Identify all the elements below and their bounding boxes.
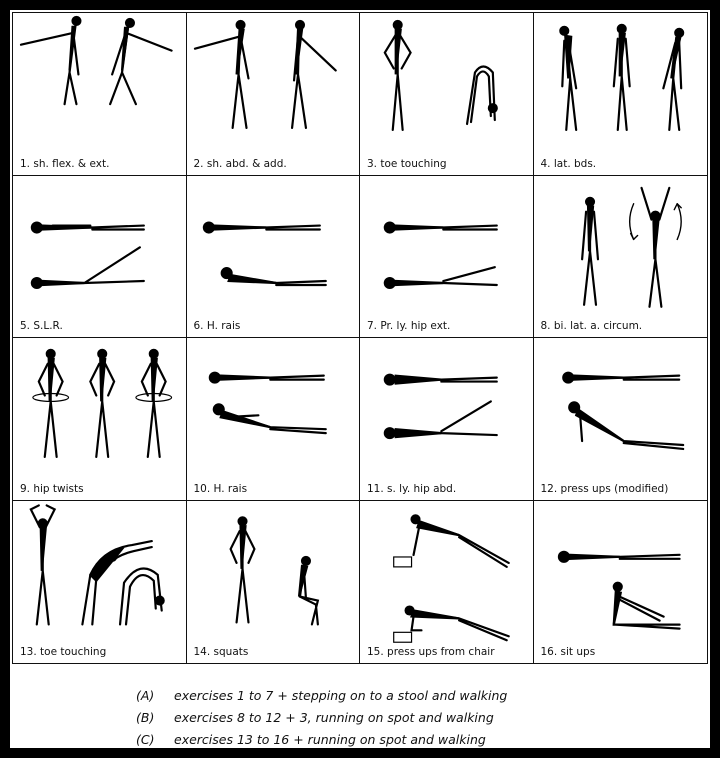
exercise-label: 11. s. ly. hip abd. (367, 482, 457, 495)
exercise-cell-9 (13, 338, 187, 501)
exercise-illustration-3 (360, 13, 533, 175)
note-letter: (C) (136, 732, 155, 747)
exercise-cell-11 (360, 338, 534, 501)
exercise-illustration-9 (13, 338, 186, 500)
exercise-label: 14. squats (193, 646, 249, 658)
exercise-cell-12 (534, 338, 708, 501)
exercise-label: 16. sit ups (540, 646, 596, 658)
stick-figure (110, 19, 171, 104)
exercise-illustration-6 (187, 176, 360, 338)
exercise-cell-15 (360, 501, 534, 664)
stick-figure (560, 27, 576, 130)
note-text: exercises 1 to 7 + stepping on to a stool and walking (174, 688, 508, 703)
exercise-cell-8 (534, 176, 708, 339)
prone-figure (563, 373, 679, 383)
side-lying-figure-leg-abducted (385, 401, 497, 438)
exercise-illustration-12 (534, 338, 708, 500)
stick-figure-arms-up (629, 187, 681, 306)
side-lying-figure (385, 375, 497, 385)
exercise-illustration-4 (534, 13, 708, 175)
stick-figure-toe-touch (120, 568, 164, 624)
exercise-label: 6. H. rais (193, 320, 241, 332)
exercise-cell-6 (187, 176, 361, 339)
exercise-label: 12. press ups (modified) (540, 482, 669, 495)
exercise-sheet (10, 10, 710, 748)
lying-figure-head-raised (221, 268, 325, 285)
stick-figure-bent (467, 67, 497, 124)
exercise-cell-13 (13, 501, 187, 664)
lying-figure (209, 373, 323, 383)
stick-figure (21, 17, 80, 104)
exercise-illustration-15 (360, 501, 533, 664)
exercise-label: 15. press ups from chair (367, 646, 495, 658)
exercise-illustration-14 (187, 501, 360, 664)
exercise-illustration-10 (187, 338, 360, 500)
stick-figure (582, 197, 598, 304)
lying-figure-leg-extended (385, 267, 497, 288)
stick-figure (230, 517, 254, 622)
lying-figure-leg-raised (32, 247, 144, 288)
lying-figure-head-raised (213, 404, 325, 433)
stick-figure-squat (299, 556, 318, 623)
exercise-label: 1. sh. flex. & ext. (20, 157, 110, 170)
exercise-cell-7 (360, 176, 534, 339)
exercise-label: 2. sh. abd. & add. (193, 157, 287, 170)
stick-figure (613, 25, 629, 130)
stick-figure (292, 21, 336, 128)
exercise-label: 9. hip twists (20, 482, 84, 495)
stick-figure-twist (90, 350, 114, 457)
exercise-illustration-13 (13, 501, 186, 664)
exercise-label: 7. Pr. ly. hip ext. (367, 320, 451, 332)
chair-icon (394, 632, 412, 642)
stick-figure-bending (82, 541, 151, 624)
note-letter: (A) (136, 688, 155, 703)
exercise-label: 5. S.L.R. (20, 320, 63, 332)
exercise-label: 4. lat. bds. (540, 157, 597, 170)
exercise-cell-5 (13, 176, 187, 339)
exercise-cell-4 (534, 13, 708, 176)
note-text: exercises 8 to 12 + 3, running on spot and walking (174, 710, 494, 725)
exercise-label: 13. toe touching (20, 646, 107, 658)
exercise-label: 8. bi. lat. a. circum. (540, 320, 643, 332)
exercise-grid (12, 12, 708, 664)
press-up-figure-lowered (406, 606, 509, 640)
lying-figure (203, 222, 319, 232)
note-text: exercises 13 to 16 + running on spot and walking (174, 732, 486, 747)
chair-icon (394, 556, 412, 566)
exercise-cell-14 (187, 501, 361, 664)
exercise-illustration-11 (360, 338, 533, 500)
exercise-illustration-7 (360, 176, 533, 338)
stick-figure (385, 21, 411, 130)
exercise-illustration-1 (13, 13, 186, 175)
stick-figure-arms-up (31, 505, 55, 624)
sit-up-figure (613, 582, 679, 628)
exercise-illustration-5 (13, 176, 186, 338)
lying-figure (385, 222, 497, 232)
press-up-figure (569, 402, 683, 449)
note-b (136, 710, 494, 725)
note-a (136, 688, 507, 703)
stick-figure (194, 21, 248, 128)
lying-figure (32, 222, 144, 232)
exercise-cell-10 (187, 338, 361, 501)
exercise-illustration-2 (187, 13, 360, 175)
exercise-label: 10. H. rais (193, 482, 248, 495)
exercise-cell-16 (534, 501, 708, 664)
stick-figure-twist (33, 350, 69, 457)
stick-figure-twist (136, 350, 172, 457)
lying-figure (558, 551, 679, 561)
exercise-cell-2 (187, 13, 361, 176)
exercise-illustration-8 (534, 176, 708, 338)
exercise-cell-3 (360, 13, 534, 176)
exercise-label: 3. toe touching (367, 157, 447, 170)
press-up-figure (412, 515, 509, 567)
note-c (136, 732, 486, 747)
exercise-cell-1 (13, 13, 187, 176)
exercise-illustration-16 (534, 501, 708, 664)
note-letter: (B) (136, 710, 155, 725)
stick-figure (663, 29, 683, 130)
